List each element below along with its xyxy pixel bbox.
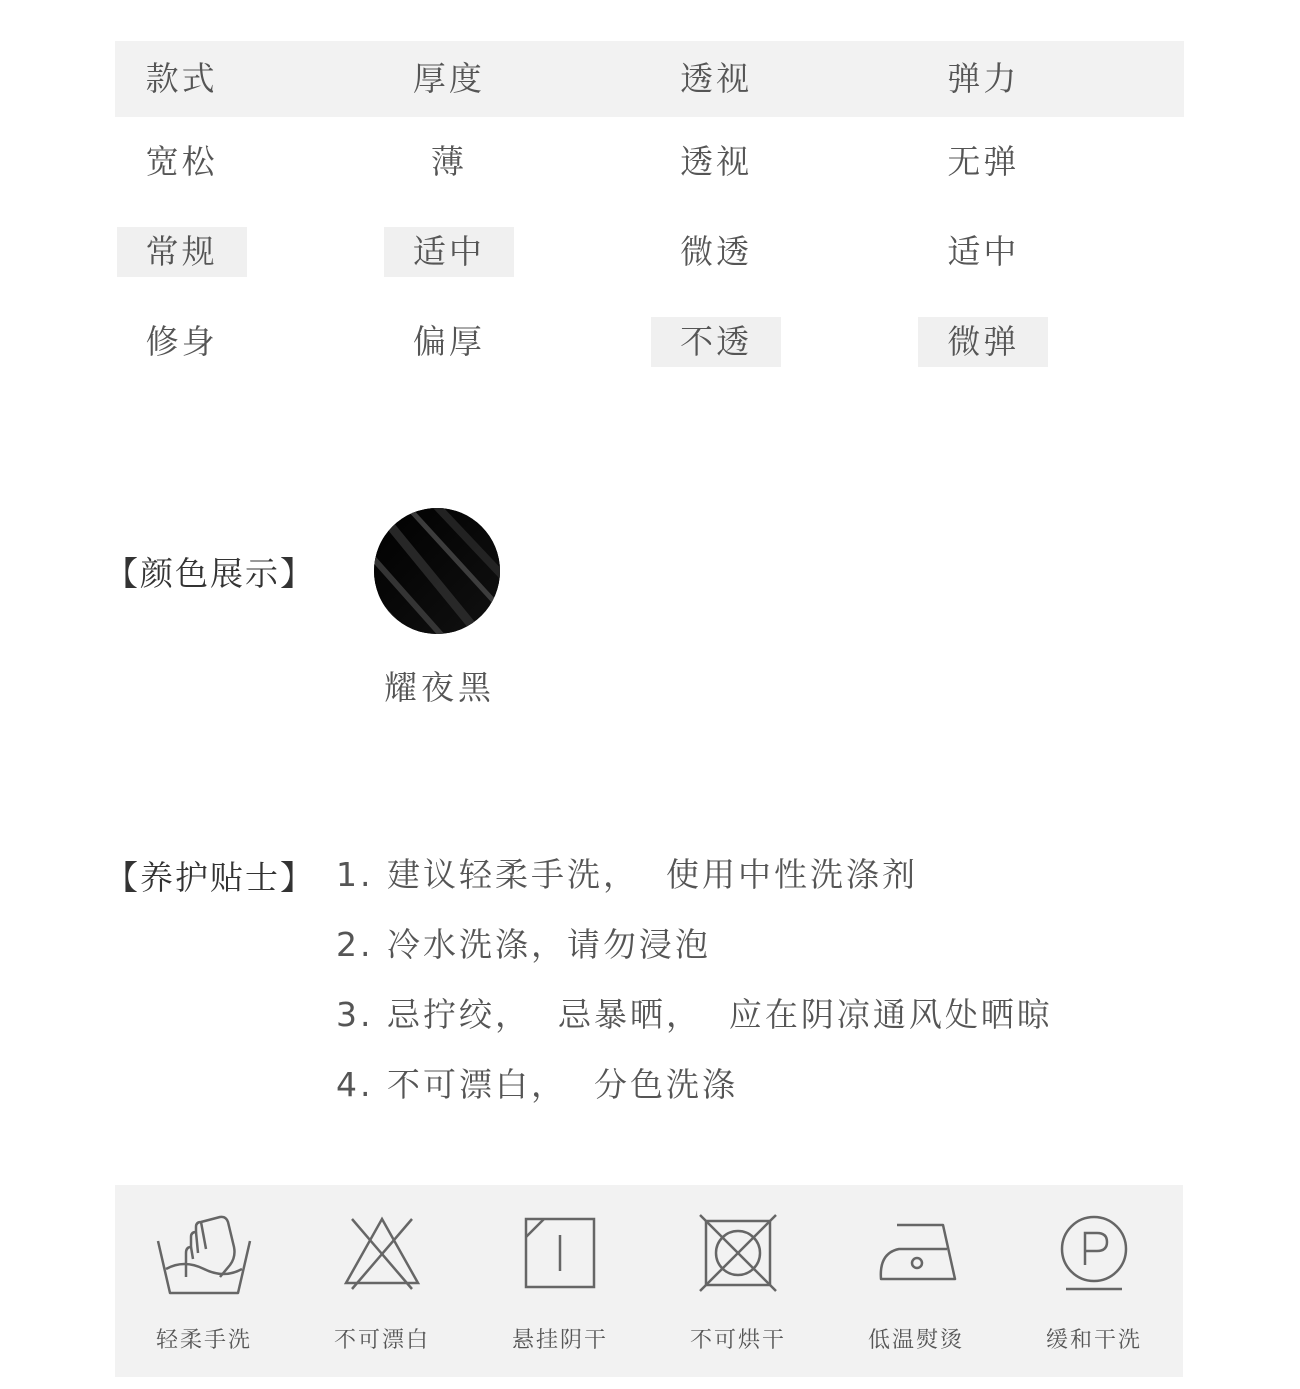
attribute-option: 透视 xyxy=(680,142,753,181)
care-tip: 2. 冷水洗涤，请勿浸泡 xyxy=(336,925,711,964)
attribute-option-selected: 不透 xyxy=(651,317,781,367)
care-icons-panel xyxy=(115,1185,1183,1377)
color-section-title: 【颜色展示】 xyxy=(105,554,315,593)
attribute-option: 薄 xyxy=(430,142,467,181)
color-swatch-name: 耀夜黑 xyxy=(384,668,495,707)
care-icon-label: 不可漂白 xyxy=(333,1328,430,1353)
care-tip: 4. 不可漂白， 分色洗涤 xyxy=(336,1065,738,1104)
care-item-no-tumble-dry xyxy=(649,1185,827,1377)
care-item-low-iron xyxy=(827,1185,1005,1377)
care-icon-label: 轻柔手洗 xyxy=(155,1328,252,1353)
attribute-option: 微透 xyxy=(680,232,753,271)
attribute-option: 宽松 xyxy=(145,142,218,181)
care-section-title: 【养护贴士】 xyxy=(105,858,315,897)
attribute-option: 无弹 xyxy=(947,142,1020,181)
care-tips-list xyxy=(336,852,1053,1132)
fabric-texture-image xyxy=(374,508,500,634)
attribute-option: 偏厚 xyxy=(412,322,485,361)
attribute-table xyxy=(115,41,1184,387)
attribute-row xyxy=(115,297,1184,387)
attribute-option-selected: 适中 xyxy=(384,227,514,277)
attribute-table-header xyxy=(115,41,1184,117)
header-transparency: 透视 xyxy=(680,59,753,98)
low-iron-icon xyxy=(871,1213,961,1293)
line-dry-shade-icon xyxy=(520,1213,600,1293)
care-item-line-dry-shade xyxy=(471,1185,649,1377)
hand-wash-icon xyxy=(154,1213,254,1303)
care-item-gentle-dry-clean xyxy=(1005,1185,1183,1377)
attribute-row xyxy=(115,117,1184,207)
attribute-option-selected: 微弹 xyxy=(918,317,1048,367)
care-item-no-bleach xyxy=(293,1185,471,1377)
attribute-option: 适中 xyxy=(947,232,1020,271)
no-tumble-dry-icon xyxy=(698,1213,778,1293)
care-icon-label: 悬挂阴干 xyxy=(511,1328,608,1353)
header-thickness: 厚度 xyxy=(412,59,485,98)
attribute-option-selected: 常规 xyxy=(117,227,247,277)
care-icon-label: 低温熨烫 xyxy=(867,1328,964,1353)
no-bleach-icon xyxy=(342,1213,422,1293)
gentle-dry-clean-icon xyxy=(1054,1213,1134,1293)
color-swatch[interactable] xyxy=(374,508,500,634)
care-tip: 3. 忌拧绞， 忌暴晒， 应在阴凉通风处晒晾 xyxy=(336,995,1053,1034)
care-icon-label: 缓和干洗 xyxy=(1045,1328,1142,1353)
care-icon-label: 不可烘干 xyxy=(689,1328,786,1353)
header-elasticity: 弹力 xyxy=(947,59,1020,98)
care-tip: 1. 建议轻柔手洗， 使用中性洗涤剂 xyxy=(336,855,918,894)
header-style: 款式 xyxy=(145,59,218,98)
attribute-option: 修身 xyxy=(145,322,218,361)
attribute-row xyxy=(115,207,1184,297)
care-item-hand-wash xyxy=(115,1185,293,1377)
